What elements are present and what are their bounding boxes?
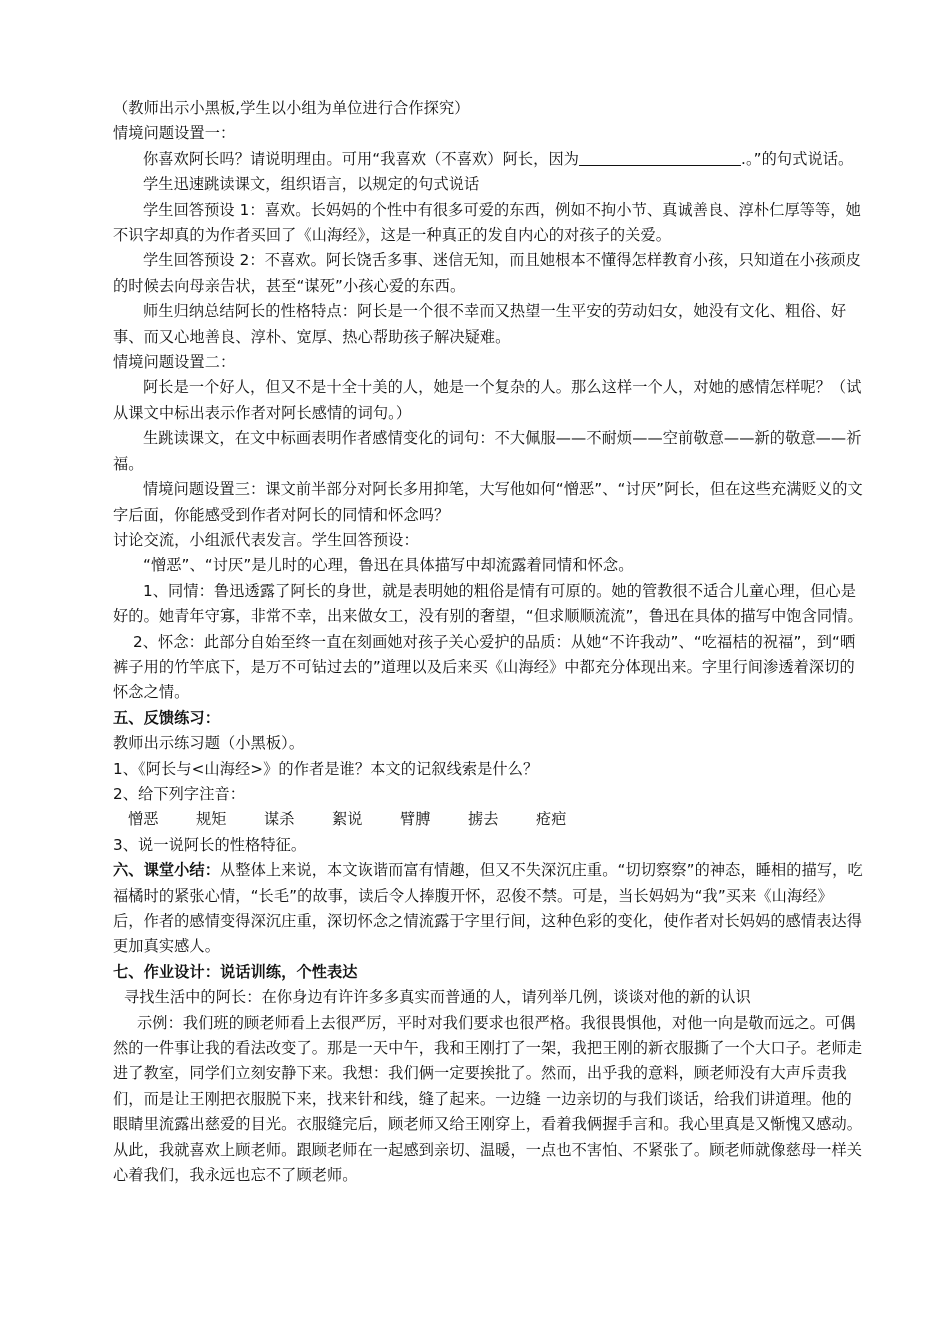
pinyin-word: 规矩 — [196, 810, 227, 829]
answer-preset-2: 学生回答预设 2：不喜欢。阿长饶舌多事、迷信无知，而且她根本不懂得怎样教育小孩，只知道在小孩顽皮的时候去向母亲告状，甚至“谋死”小孩心爱的东西。 — [113, 251, 861, 295]
exercise-2: 2、给下列字注音： — [113, 784, 246, 803]
answer-preset-1: 学生回答预设 1：喜欢。长妈妈的个性中有很多可爱的东西，例如不拘小节、真诚善良、淳朴仁厚等等，她不识字却真的为作者买回了《山海经》，这是一种真正的发自内心的对孩子的关爱。 — [113, 200, 861, 245]
answer-blank — [579, 149, 741, 166]
section-6-body: 从整体上来说，本文诙谐而富有情趣，但又不失深沉庄重。“切切察察”的神态，睡相的描写，吃福橘时的紧张心情，“长毛”的故事，读后令人捧腹开怀，忍俊不禁。可是，当长妈妈为“我”买来《山海经》后，作者的感情变得深沉庄重，深切怀念之情流露于字里行间，这种色彩的变化，使作者对长妈妈的感情表达得更加真实感人。 — [113, 861, 863, 956]
section-6 — [113, 858, 863, 960]
exercise-1: 1、《阿长与<山海经>》的作者是谁？本文的记叙线索是什么？ — [113, 759, 539, 778]
pinyin-word: 掳去 — [468, 810, 499, 829]
pinyin-word: 谋杀 — [264, 810, 295, 829]
question-2-answer: 生跳读课文，在文中标画表明作者感情变化的词句：不大佩服——不耐烦——空前敬意——新的敬意——祈福。 — [113, 429, 862, 473]
document-page — [113, 96, 863, 1188]
question-3: 情境问题设置三：课文前半部分对阿长多用抑笔，大写他如何“憎恶”、“讨厌”阿长，但在这些充满贬义的文字后面，你能感受到作者对阿长的同情和怀念吗？ — [113, 480, 863, 524]
pinyin-word: 臂膊 — [400, 810, 431, 829]
section-7-body: 寻找生活中的阿长：在你身边有许许多多真实而普通的人，请列举几例，谈谈对他的新的认识 — [124, 988, 751, 1007]
question-1-title: 情境问题设置一： — [113, 124, 236, 143]
question-1-body — [113, 147, 863, 172]
question-3-discussion: 讨论交流，小组派代表发言。学生回答预设： — [113, 530, 419, 549]
pinyin-word: 絮说 — [332, 810, 363, 829]
question-3-answer-intro: “憎恶”、“讨厌”是儿时的心理，鲁迅在具体描写中却流露着同情和怀念。 — [143, 556, 634, 575]
section-5-title: 五、反馈练习： — [113, 708, 221, 727]
question-3-answer-2: 2、怀念：此部分自始至终一直在刻画她对孩子关心爱护的品质：从她“不许我动”、“吃福桔的祝福”，到“晒裤子用的竹竿底下，是万不可钻过去的”道理以及后来买《山海经》中都充分体现出来。字里行间渗透着深切的怀念之情。 — [113, 632, 856, 702]
section-7-example: 示例：我们班的顾老师看上去很严厉，平时对我们要求也很严格。我很畏惧他，对他一向是敬而远之。可偶然的一件事让我的看法改变了。那是一天中午，我和王刚打了一架，我把王刚的新衣服撕了一个大口子。老师走进了教室，同学们立刻安静下来。我想：我们俩一定要挨批了。然而，出乎我的意料，顾老师没有大声斥责我们，而是让王刚把衣服脱下来，找来针和线，缝了起来。一边缝 一边亲切的与我们谈话，给我们讲道理。他的眼睛里流露出慈爱的目光。衣服缝完后，顾老师又给王刚穿上，看着我俩握手言和。我心里真是又惭愧又感动。从此，我就喜欢上顾老师。跟顾老师在一起感到亲切、温暖，一点也不害怕、不紧张了。顾老师就像慈母一样关心着我们，我永远也忘不了顾老师。 — [113, 1013, 863, 1185]
question-1-instruction: 学生迅速跳读课文，组织语言，以规定的句式说话 — [143, 175, 480, 194]
exercise-3: 3、说一说阿长的性格特征。 — [113, 835, 307, 854]
section-7-title: 七、作业设计：说话训练，个性表达 — [113, 962, 358, 981]
intro-line: （教师出示小黑板,学生以小组为单位进行合作探究） — [113, 99, 470, 117]
pinyin-word: 疮疤 — [536, 810, 567, 829]
pinyin-word-list — [113, 807, 863, 832]
character-summary: 师生归纳总结阿长的性格特点：阿长是一个很不幸而又热望一生平安的劳动妇女，她没有文化、粗俗、好事、而又心地善良、淳朴、宽厚、热心帮助孩子解决疑难。 — [113, 302, 847, 346]
question-3-answer-1: 1、同情：鲁迅透露了阿长的身世，就是表明她的粗俗是情有可原的。她的管教很不适合儿童心理，但心是好的。她青年守寡，非常不幸，出来做女工，没有别的奢望，“但求顺顺流流”，鲁迅在具体的描写中饱含同情。 — [113, 581, 863, 626]
section-5-intro: 教师出示练习题（小黑板）。 — [113, 734, 305, 753]
question-1-body-end: .。”的句式说话。 — [741, 149, 854, 168]
question-2-title: 情境问题设置二： — [113, 353, 236, 372]
section-6-title: 六、课堂小结： — [113, 861, 221, 880]
question-1-body-start: 你喜欢阿长吗？请说明理由。可用“我喜欢（不喜欢）阿长，因为 — [143, 149, 580, 168]
pinyin-word: 憎恶 — [128, 810, 159, 829]
question-2-body: 阿长是一个好人，但又不是十全十美的人，她是一个复杂的人。那么这样一个人，对她的感情怎样呢？（试从课文中标出表示作者对阿长感情的词句。） — [113, 378, 862, 422]
